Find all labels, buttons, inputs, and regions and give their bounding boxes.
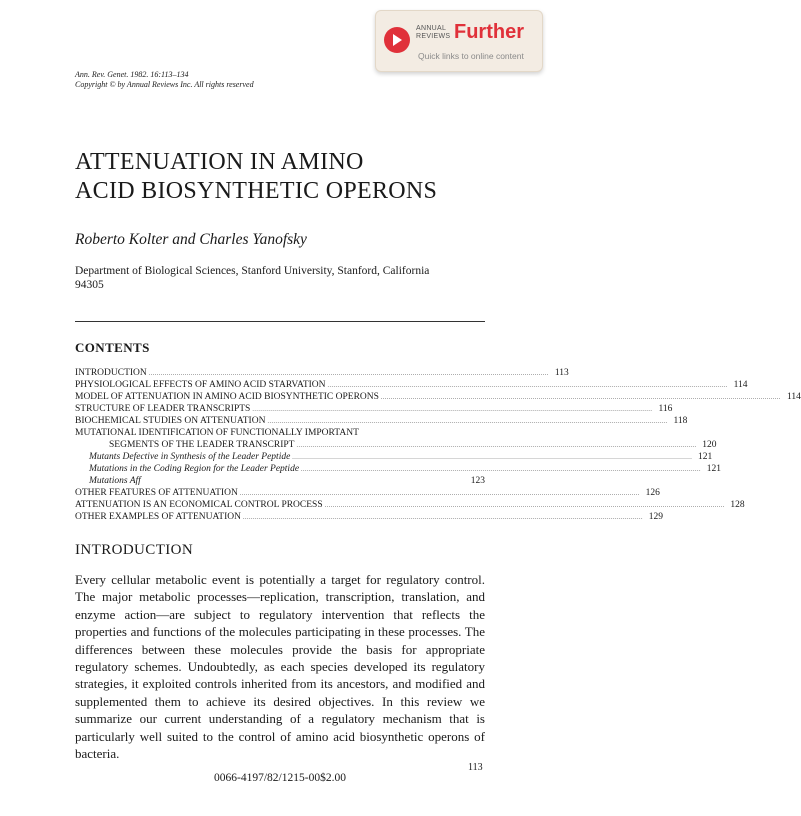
- quick-links-text: Quick links to online content: [418, 51, 524, 61]
- toc-entry[interactable]: INTRODUCTION ........................................................................................................................................................................................................ 113: [75, 368, 569, 378]
- affiliation: Department of Biological Sciences, Stanford University, Stanford, California 94305: [75, 265, 430, 291]
- toc-entry[interactable]: BIOCHEMICAL STUDIES ON ATTENUATION ........................................................................................................................................................................................................ 118: [75, 416, 688, 426]
- leader-dots: ........................................................................................................................................................................................................: [296, 443, 697, 449]
- section-heading-introduction: INTRODUCTION: [75, 542, 194, 558]
- footer-code: 0066-4197/82/1215-00$2.00: [214, 772, 346, 784]
- leader-dots: ........................................................................................................................................................................................................: [380, 395, 781, 401]
- toc-entry[interactable]: MUTATIONAL IDENTIFICATION OF FUNCTIONALLY IMPORTANT: [75, 428, 359, 438]
- article-title: ATTENUATION IN AMINO ACID BIOSYNTHETIC OPERONS: [75, 149, 438, 204]
- annual-reviews-label: ANNUAL REVIEWS: [416, 25, 451, 40]
- toc-entry[interactable]: MODEL OF ATTENUATION IN AMINO ACID BIOSYNTHETIC OPERONS ........................................................................................................................................................................................................ 114: [75, 392, 801, 402]
- toc-entry[interactable]: ATTENUATION IS AN ECONOMICAL CONTROL PROCESS ........................................................................................................................................................................................................ 128: [75, 500, 745, 510]
- toc-entry[interactable]: OTHER FEATURES OF ATTENUATION ........................................................................................................................................................................................................ 126: [75, 488, 660, 498]
- toc-entry[interactable]: SEGMENTS OF THE LEADER TRANSCRIPT ........................................................................................................................................................................................................ 120: [109, 440, 717, 450]
- contents-heading: CONTENTS: [75, 340, 150, 355]
- leader-dots: ........................................................................................................................................................................................................: [324, 503, 725, 509]
- toc-subentry[interactable]: Mutations Aff 123: [89, 476, 485, 486]
- introduction-paragraph: Every cellular metabolic event is potentially a target for regulatory control. The major metabolic processes—replication, transcription, translation, and enzyme action—are subject to regulatory intervention that reflects the properties and functions of the molecules participating in these processes. The differences between these molecules provide the basis for appropriate regulatory schemes. Undoubtedly, as each species developed its regulatory strategies, it exploited controls inherited from its ancestors, and modified and supplemented them to achieve its desired objectives. In this review we summarize our current understanding of a regulatory mechanism that is particularly well suited to the control of amino acid biosynthetic operons of bacteria.: [75, 572, 485, 762]
- toc-entry[interactable]: OTHER EXAMPLES OF ATTENUATION ........................................................................................................................................................................................................ 129: [75, 512, 663, 522]
- leader-dots: ........................................................................................................................................................................................................: [148, 371, 549, 377]
- journal-citation: Ann. Rev. Genet. 1982. 16:113–134 Copyright © by Annual Reviews Inc. All rights reserved: [75, 70, 254, 89]
- toc-subentry[interactable]: Mutants Defective in Synthesis of the Leader Peptide ........................................................................................................................................................................................................ 121: [89, 452, 713, 462]
- leader-dots: ........................................................................................................................................................................................................: [292, 455, 693, 461]
- page-number: 113: [468, 762, 483, 773]
- leader-dots: ........................................................................................................................................................................................................: [239, 491, 640, 497]
- further-label: Further: [454, 21, 524, 43]
- divider: [75, 321, 485, 322]
- toc-entry[interactable]: PHYSIOLOGICAL EFFECTS OF AMINO ACID STARVATION ........................................................................................................................................................................................................ 114: [75, 380, 748, 390]
- leader-dots: ........................................................................................................................................................................................................: [327, 383, 728, 389]
- toc-subentry[interactable]: Mutations in the Coding Region for the Leader Peptide ........................................................................................................................................................................................................ 121: [89, 464, 722, 474]
- annual-reviews-further-badge[interactable]: [375, 10, 543, 72]
- play-icon: [384, 27, 410, 53]
- leader-dots: ........................................................................................................................................................................................................: [252, 407, 653, 413]
- leader-dots: ........................................................................................................................................................................................................: [267, 419, 668, 425]
- toc-entry[interactable]: STRUCTURE OF LEADER TRANSCRIPTS ........................................................................................................................................................................................................ 116: [75, 404, 673, 414]
- table-of-contents: [75, 367, 801, 523]
- authors: Roberto Kolter and Charles Yanofsky: [75, 231, 307, 248]
- leader-dots: ........................................................................................................................................................................................................: [243, 515, 643, 521]
- leader-dots: ........................................................................................................................................................................................................: [301, 467, 702, 473]
